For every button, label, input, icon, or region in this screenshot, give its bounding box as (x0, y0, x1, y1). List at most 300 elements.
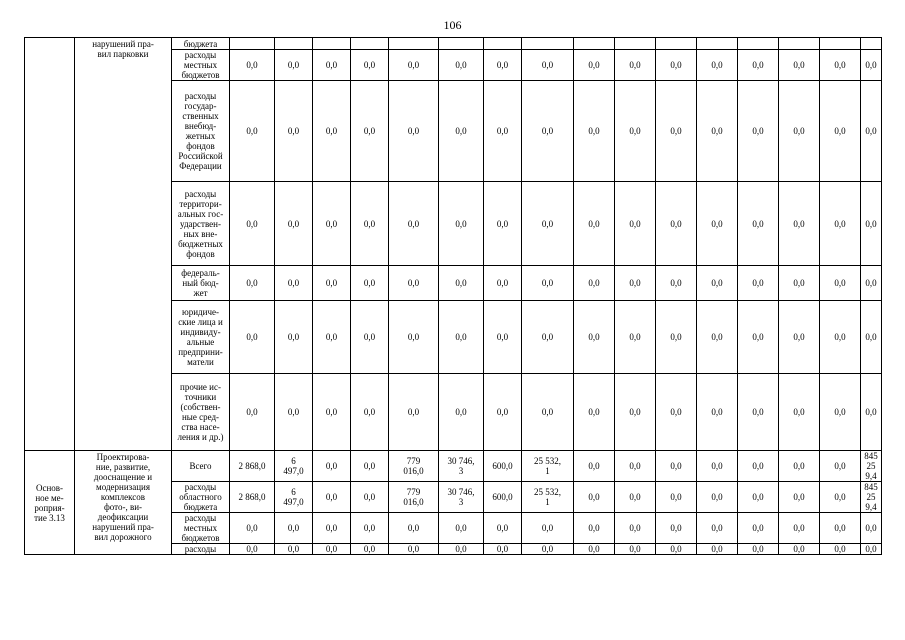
value-text: 30 746, 3 (447, 487, 475, 507)
value-cell (574, 482, 615, 513)
value-text: 0,0 (670, 278, 682, 288)
value-cell (439, 451, 484, 482)
value-cell (351, 544, 389, 555)
value-text: 0,0 (325, 278, 338, 288)
value-text: 0,0 (629, 461, 641, 471)
value-cell (275, 38, 313, 50)
value-text: 0,0 (325, 492, 338, 502)
value-cell (389, 182, 439, 266)
value-cell (697, 301, 738, 374)
value-cell (656, 513, 697, 544)
value-cell (484, 374, 522, 451)
value-cell (656, 50, 697, 81)
value-text: 0,0 (793, 60, 805, 70)
value-cell (484, 38, 522, 50)
value-cell (522, 182, 574, 266)
value-cell (389, 81, 439, 182)
value-cell (230, 38, 275, 50)
value-cell (615, 513, 656, 544)
value-text: 0,0 (496, 332, 509, 342)
value-text: 0,0 (363, 60, 376, 70)
value-cell (656, 301, 697, 374)
value-cell (522, 38, 574, 50)
value-text: 0,0 (588, 407, 600, 417)
value-text: 0,0 (363, 278, 376, 288)
value-text: 0,0 (325, 461, 338, 471)
value-cell (351, 513, 389, 544)
value-cell (861, 544, 882, 555)
value-text: 0,0 (793, 332, 805, 342)
value-cell (820, 182, 861, 266)
value-text: 0,0 (865, 407, 877, 417)
value-cell (351, 451, 389, 482)
value-text: 0,0 (363, 218, 376, 229)
value-text: 0,0 (793, 407, 805, 417)
value-cell (738, 50, 779, 81)
value-cell (389, 482, 439, 513)
value-cell (230, 50, 275, 81)
value-cell (738, 374, 779, 451)
value-cell (389, 301, 439, 374)
value-cell (820, 38, 861, 50)
value-text: 0,0 (711, 126, 723, 136)
value-text: 0,0 (407, 278, 420, 288)
value-cell (779, 513, 820, 544)
value-text: 845 25 9,4 (864, 482, 878, 512)
funding-source-cell (172, 301, 230, 374)
value-text: 0,0 (246, 523, 258, 533)
value-cell (861, 451, 882, 482)
value-cell (484, 513, 522, 544)
value-text: 0,0 (711, 60, 723, 70)
value-text: 6 497,0 (283, 487, 304, 507)
value-text: 0,0 (711, 218, 723, 229)
funding-source: расходы местных бюджетов (181, 513, 220, 543)
value-text: 0,0 (455, 332, 467, 342)
value-cell (439, 81, 484, 182)
value-cell (313, 482, 351, 513)
value-text: 0,0 (325, 332, 338, 342)
value-text: 2 868,0 (238, 492, 266, 502)
value-text: 0,0 (588, 60, 600, 70)
value-cell (313, 513, 351, 544)
value-text: 0,0 (670, 60, 682, 70)
value-text: 779 016,0 (403, 456, 424, 476)
value-cell (275, 301, 313, 374)
value-cell (697, 544, 738, 555)
value-cell (484, 544, 522, 555)
value-text: 0,0 (325, 218, 338, 229)
value-text: 0,0 (629, 407, 641, 417)
value-text: 0,0 (455, 544, 467, 554)
value-cell (351, 38, 389, 50)
value-cell (820, 50, 861, 81)
value-cell (656, 81, 697, 182)
funding-source: расходы областного бюджета (179, 482, 222, 512)
value-text: 0,0 (629, 60, 641, 70)
value-text: 0,0 (865, 278, 877, 288)
value-cell (522, 544, 574, 555)
value-text: 0,0 (588, 523, 600, 533)
value-text: 0,0 (793, 461, 805, 471)
value-text: 0,0 (363, 544, 376, 554)
value-cell (574, 81, 615, 182)
value-text: 25 532, 1 (534, 456, 561, 476)
value-cell (522, 451, 574, 482)
value-cell (351, 81, 389, 182)
value-cell (615, 81, 656, 182)
budget-table (24, 37, 882, 555)
value-text: 0,0 (246, 60, 258, 70)
value-text: 0,0 (246, 544, 258, 554)
value-text: 2 868,0 (238, 461, 266, 471)
value-cell (820, 374, 861, 451)
value-text: 0,0 (752, 461, 764, 471)
value-cell (574, 182, 615, 266)
value-cell (697, 182, 738, 266)
value-cell (230, 182, 275, 266)
measure-description: нарушений пра- вил парковки (92, 39, 154, 59)
value-text: 0,0 (670, 407, 682, 417)
value-text: 0,0 (496, 544, 509, 554)
value-text: 0,0 (834, 407, 846, 417)
value-cell (313, 301, 351, 374)
value-cell (574, 50, 615, 81)
value-cell (738, 81, 779, 182)
value-text: 0,0 (246, 126, 258, 136)
value-text: 0,0 (588, 332, 600, 342)
value-cell (275, 482, 313, 513)
value-cell (697, 81, 738, 182)
value-text: 0,0 (455, 407, 467, 417)
value-text: 779 016,0 (403, 487, 424, 507)
value-cell (861, 266, 882, 301)
value-cell (313, 374, 351, 451)
measure-description-cell (75, 451, 172, 555)
value-cell (820, 544, 861, 555)
value-cell (861, 38, 882, 50)
value-text: 0,0 (752, 60, 764, 70)
value-cell (574, 451, 615, 482)
value-cell (522, 266, 574, 301)
value-text: 0,0 (793, 492, 805, 502)
value-text: 0,0 (407, 544, 420, 554)
value-cell (439, 266, 484, 301)
value-text: 0,0 (287, 278, 300, 288)
value-cell (738, 482, 779, 513)
value-text: 0,0 (834, 278, 846, 288)
value-text: 0,0 (711, 407, 723, 417)
value-text: 0,0 (711, 278, 723, 288)
value-cell (439, 301, 484, 374)
value-cell (275, 451, 313, 482)
value-cell (738, 266, 779, 301)
value-text: 0,0 (287, 332, 300, 342)
value-cell (351, 374, 389, 451)
value-cell (574, 513, 615, 544)
value-text: 0,0 (541, 523, 554, 533)
value-text: 0,0 (496, 126, 509, 136)
value-cell (615, 50, 656, 81)
funding-source-cell (172, 38, 230, 50)
page-number: 106 (443, 18, 462, 32)
value-cell (861, 301, 882, 374)
value-text: 0,0 (496, 60, 509, 70)
value-text: 0,0 (752, 523, 764, 533)
value-cell (439, 182, 484, 266)
value-cell (389, 374, 439, 451)
value-text: 0,0 (752, 492, 764, 502)
funding-source-cell (172, 451, 230, 482)
value-text: 0,0 (711, 544, 723, 554)
value-cell (351, 50, 389, 81)
value-text: 0,0 (363, 332, 376, 342)
value-text: 0,0 (363, 523, 376, 533)
value-text: 0,0 (834, 492, 846, 502)
value-cell (861, 482, 882, 513)
value-cell (779, 451, 820, 482)
value-cell (615, 182, 656, 266)
value-text: 0,0 (407, 218, 420, 229)
value-text: 0,0 (865, 332, 877, 342)
value-cell (439, 50, 484, 81)
funding-source: бюджета (183, 38, 218, 49)
value-text: 0,0 (752, 126, 764, 136)
value-cell (697, 513, 738, 544)
funding-source: юридиче- ские лица и индивиду- альные предприни- матели (178, 307, 223, 367)
value-text: 0,0 (834, 461, 846, 471)
value-cell (275, 81, 313, 182)
value-text: 0,0 (670, 218, 682, 229)
value-text: 0,0 (670, 492, 682, 502)
value-text: 0,0 (793, 544, 805, 554)
value-cell (439, 374, 484, 451)
value-cell (351, 182, 389, 266)
value-text: 0,0 (363, 126, 376, 136)
value-cell (697, 451, 738, 482)
value-text: 0,0 (793, 278, 805, 288)
value-text: 0,0 (588, 126, 600, 136)
value-cell (230, 374, 275, 451)
value-text: 0,0 (363, 492, 376, 502)
value-cell (820, 451, 861, 482)
value-cell (738, 301, 779, 374)
value-text: 0,0 (407, 60, 420, 70)
value-cell (697, 266, 738, 301)
funding-source-cell (172, 182, 230, 266)
value-text: 0,0 (363, 461, 376, 471)
value-cell (484, 301, 522, 374)
value-cell (779, 50, 820, 81)
value-cell (615, 266, 656, 301)
value-text: 0,0 (246, 278, 258, 288)
value-cell (820, 482, 861, 513)
value-cell (313, 266, 351, 301)
value-cell (861, 182, 882, 266)
value-cell (820, 301, 861, 374)
value-cell (389, 451, 439, 482)
value-cell (522, 50, 574, 81)
value-cell (351, 482, 389, 513)
value-text: 0,0 (541, 60, 554, 70)
value-text: 0,0 (629, 492, 641, 502)
value-cell (522, 301, 574, 374)
value-cell (656, 266, 697, 301)
value-text: 0,0 (629, 332, 641, 342)
value-cell (522, 81, 574, 182)
value-text: 0,0 (363, 407, 376, 417)
value-cell (615, 374, 656, 451)
value-text: 0,0 (325, 544, 338, 554)
value-cell (615, 544, 656, 555)
value-text: 30 746, 3 (447, 456, 475, 476)
value-cell (389, 266, 439, 301)
value-cell (656, 182, 697, 266)
value-cell (275, 50, 313, 81)
funding-source-cell (172, 544, 230, 555)
value-cell (738, 38, 779, 50)
value-cell (656, 451, 697, 482)
value-text: 600,0 (492, 492, 513, 502)
value-cell (389, 50, 439, 81)
funding-source-cell (172, 50, 230, 81)
value-cell (861, 513, 882, 544)
value-text: 0,0 (541, 278, 554, 288)
value-text: 0,0 (793, 218, 805, 229)
value-cell (275, 182, 313, 266)
value-cell (574, 374, 615, 451)
value-cell (275, 374, 313, 451)
value-text: 0,0 (246, 332, 258, 342)
value-cell (439, 482, 484, 513)
value-text: 0,0 (834, 523, 846, 533)
table-row (25, 38, 882, 50)
value-cell (574, 266, 615, 301)
value-cell (861, 50, 882, 81)
measure-description: Проектирова- ние, развитие, дооснащение и модернизация комплексов фото-, ви- деофиксации нарушений пра- вил дорожного (92, 452, 154, 542)
value-cell (230, 81, 275, 182)
value-text: 0,0 (865, 523, 877, 533)
value-cell (656, 38, 697, 50)
value-cell (861, 374, 882, 451)
funding-source: Всего (189, 461, 212, 471)
value-cell (779, 182, 820, 266)
value-cell (861, 81, 882, 182)
value-text: 0,0 (407, 126, 420, 136)
value-cell (656, 482, 697, 513)
value-text: 0,0 (670, 523, 682, 533)
value-cell (738, 182, 779, 266)
measure-label-cell (25, 451, 75, 555)
funding-source-cell (172, 482, 230, 513)
value-cell (574, 38, 615, 50)
value-text: 0,0 (407, 523, 420, 533)
value-cell (738, 451, 779, 482)
value-text: 0,0 (865, 60, 877, 70)
value-cell (738, 544, 779, 555)
value-text: 6 497,0 (283, 456, 304, 476)
value-text: 0,0 (541, 218, 554, 229)
value-cell (697, 374, 738, 451)
value-text: 0,0 (455, 126, 467, 136)
value-cell (275, 544, 313, 555)
value-cell (275, 266, 313, 301)
value-cell (389, 38, 439, 50)
value-text: 0,0 (752, 407, 764, 417)
value-cell (439, 513, 484, 544)
value-cell (439, 544, 484, 555)
value-cell (484, 50, 522, 81)
value-cell (522, 513, 574, 544)
value-text: 0,0 (325, 407, 338, 417)
value-cell (313, 38, 351, 50)
value-text: 0,0 (711, 523, 723, 533)
value-text: 0,0 (287, 126, 300, 136)
value-cell (275, 513, 313, 544)
value-text: 0,0 (287, 407, 300, 417)
funding-source-cell (172, 81, 230, 182)
value-text: 0,0 (670, 544, 682, 554)
value-text: 0,0 (496, 218, 509, 229)
value-text: 0,0 (455, 60, 467, 70)
value-text: 0,0 (629, 523, 641, 533)
value-text: 0,0 (670, 126, 682, 136)
value-cell (779, 544, 820, 555)
value-text: 0,0 (629, 278, 641, 288)
funding-source-cell (172, 266, 230, 301)
value-cell (697, 38, 738, 50)
value-cell (615, 38, 656, 50)
value-cell (574, 544, 615, 555)
value-text: 0,0 (588, 544, 600, 554)
value-text: 0,0 (711, 461, 723, 471)
value-text: 0,0 (711, 492, 723, 502)
value-cell (656, 374, 697, 451)
value-text: 0,0 (793, 523, 805, 533)
value-cell (820, 81, 861, 182)
value-cell (439, 38, 484, 50)
value-text: 0,0 (834, 218, 846, 229)
value-text: 845 25 9,4 (864, 451, 878, 481)
value-text: 0,0 (588, 461, 600, 471)
value-cell (779, 482, 820, 513)
value-cell (779, 38, 820, 50)
value-cell (779, 266, 820, 301)
value-text: 0,0 (629, 126, 641, 136)
value-text: 0,0 (246, 407, 258, 417)
value-cell (522, 374, 574, 451)
value-cell (389, 544, 439, 555)
value-text: 0,0 (670, 461, 682, 471)
value-text: 0,0 (629, 218, 641, 229)
value-text: 0,0 (287, 60, 300, 70)
value-text: 25 532, 1 (534, 487, 561, 507)
value-text: 0,0 (752, 544, 764, 554)
value-text: 0,0 (752, 218, 764, 229)
value-text: 0,0 (325, 523, 338, 533)
value-cell (820, 513, 861, 544)
value-cell (389, 513, 439, 544)
value-text: 0,0 (865, 218, 877, 229)
value-cell (313, 544, 351, 555)
value-cell (230, 513, 275, 544)
measure-label-cell (25, 38, 75, 451)
value-text: 0,0 (588, 492, 600, 502)
value-text: 0,0 (455, 278, 467, 288)
value-text: 0,0 (865, 126, 877, 136)
value-cell (351, 301, 389, 374)
value-text: 0,0 (407, 332, 420, 342)
